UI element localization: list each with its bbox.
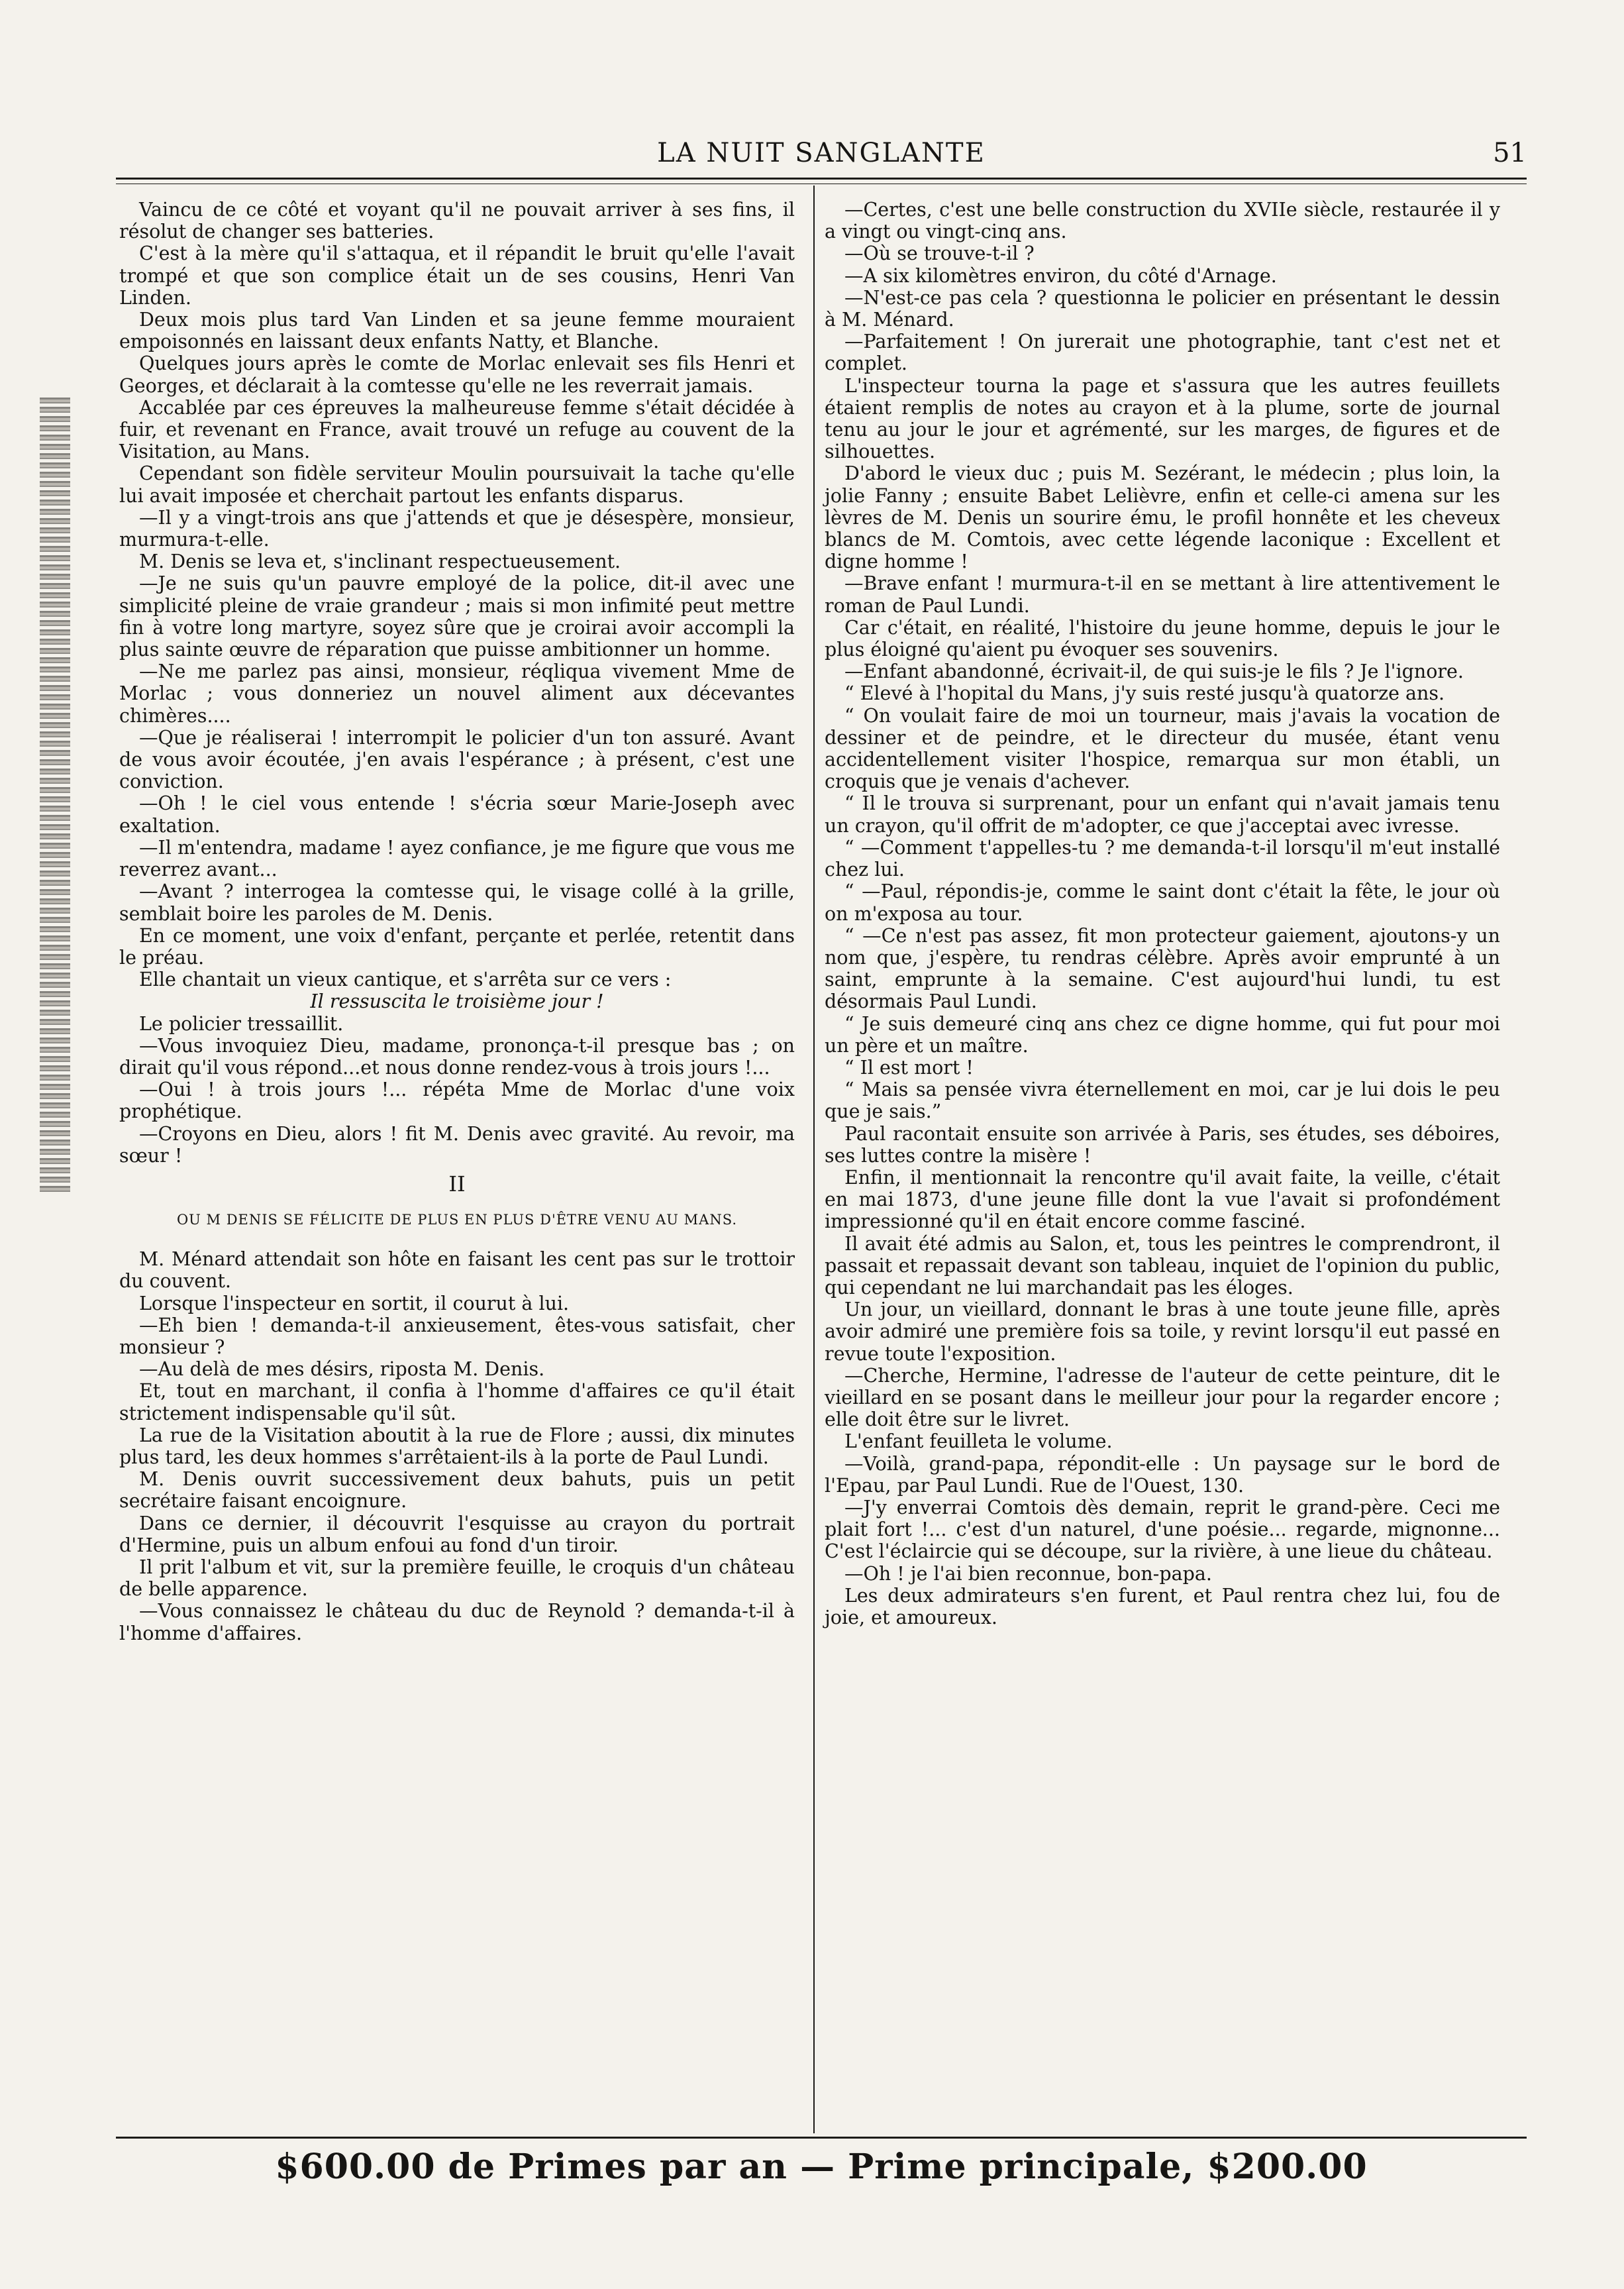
paragraph: “ —Ce n'est pas assez, fit mon protecteur gaiement, ajoutons-y un nom que, j'espère, tu rendras célèbre. Après avoir emprunté à un saint, emprunte à la semaine. C'est aujourd'hui lundi, tu est désormais Paul Lundi. — [825, 924, 1500, 1013]
chapter-title: OU M DENIS SE FÉLICITE DE PLUS EN PLUS D'ÊTRE VENU AU MANS. — [176, 1212, 738, 1228]
paragraph: M. Denis ouvrit successivement deux bahuts, puis un petit secrétaire faisant encoignure. — [119, 1468, 795, 1513]
paragraph: “ Il est mort ! — [844, 1056, 974, 1079]
paragraph: Deux mois plus tard Van Linden et sa jeune femme mouraient empoisonnés en laissant deux enfants Natty, et Blanche. — [119, 309, 795, 353]
paragraph: Il prit l'album et vit, sur la première feuille, le croquis d'un château de belle apparence. — [119, 1556, 795, 1601]
paragraph: Vaincu de ce côté et voyant qu'il ne pouvait arriver à ses fins, il résolut de changer ses batteries. — [119, 199, 795, 243]
paragraph: Dans ce dernier, il découvrit l'esquisse au crayon du portrait d'Hermine, puis un album enfoui au fond d'un tiroir. — [119, 1512, 795, 1556]
running-title: LA NUIT SANGLANTE — [657, 138, 986, 168]
left-paragraphs-2 — [119, 1013, 795, 1167]
paragraph: —Vous invoquiez Dieu, madame, prononça-t-il presque bas ; on dirait qu'il vous répond...et nous donne rendez-vous à trois jours !... — [119, 1034, 795, 1079]
paragraph: L'enfant feuilleta le volume. — [844, 1430, 1113, 1453]
paragraph: —Je ne suis qu'un pauvre employé de la police, dit-il avec une simplicité pleine de vraie grandeur ; mais si mon infimité peut mettre fin à votre long martyre, soyez sûre que je croirai avoir accompli la plus sainte œuvre de réparation que puisse ambitionner un homme. — [119, 572, 795, 661]
paragraph: Cependant son fidèle serviteur Moulin poursuivait la tache qu'elle lui avait imposée et cherchait partout les enfants disparus. — [119, 462, 795, 507]
paragraph: —Il y a vingt-trois ans que j'attends et que je désespère, monsieur, murmura-t-elle. — [119, 506, 795, 551]
paragraph: Quelques jours après le comte de Morlac enlevait ses fils Henri et Georges, et déclarait à la comtesse qu'elle ne les reverrait jamais. — [119, 352, 795, 397]
paragraph: —Oh ! je l'ai bien reconnue, bon-papa. — [844, 1562, 1212, 1585]
paragraph: —Ne me parlez pas ainsi, monsieur, réqliqua vivement Mme de Morlac ; vous donneriez un nouvel aliment aux décevantes chimères.... — [119, 661, 795, 727]
paragraph: —Parfaitement ! On jurerait une photographie, tant c'est net et complet. — [825, 331, 1500, 375]
paragraph: —Que je réaliserai ! interrompit le policier d'un ton assuré. Avant de vous avoir écoutée, j'en avais l'espérance ; à présent, c'est une conviction. — [119, 726, 795, 793]
paragraph: M. Ménard attendait son hôte en faisant les cent pas sur le trottoir du couvent. — [119, 1248, 795, 1293]
left-column — [119, 199, 795, 1644]
paragraph: —Avant ? interrogea la comtesse qui, le visage collé à la grille, semblait boire les paroles de M. Denis. — [119, 880, 795, 925]
paragraph: L'inspecteur tourna la page et s'assura que les autres feuillets étaient remplis de notes au crayon et à la plume, sorte de journal tenu au jour le jour et agrémenté, sur les marges, de figures et de silhouettes. — [825, 374, 1500, 463]
paragraph: Lorsque l'inspecteur en sortit, il courut à lui. — [139, 1292, 570, 1314]
paragraph: “ Il le trouva si surprenant, pour un enfant qui n'avait jamais tenu un crayon, qu'il offrit de m'adopter, ce que j'acceptai avec ivresse. — [825, 792, 1500, 837]
paragraph: —Cherche, Hermine, l'adresse de l'auteur de cette peinture, dit le vieillard en se posant dans le meilleur jour pour la regarder encore ; elle doit être sur le livret. — [825, 1364, 1500, 1431]
paragraph: —Il m'entendra, madame ! ayez confiance, je me figure que vous me reverrez avant... — [119, 836, 795, 881]
paragraph: Un jour, un vieillard, donnant le bras à une toute jeune fille, après avoir admiré une première fois sa toile, y revint lorsqu'il eut passé en revue toute l'exposition. — [825, 1299, 1500, 1365]
paragraph: —Oh ! le ciel vous entende ! s'écria sœur Marie-Joseph avec exaltation. — [119, 792, 795, 837]
chapter-number: II — [448, 1171, 466, 1197]
paragraph: —J'y enverrai Comtois dès demain, reprit le grand-père. Ceci me plait fort !... c'est d'un naturel, d'une poésie... regarde, mignonne... C'est l'éclaircie qui se découpe, sur la rivière, à une lieue du château. — [825, 1496, 1500, 1563]
paragraph: —Croyons en Dieu, alors ! fit M. Denis avec gravité. Au revoir, ma sœur ! — [119, 1122, 795, 1167]
paragraph: M. Denis se leva et, s'inclinant respectueusement. — [139, 551, 621, 573]
paragraph: Elle chantait un vieux cantique, et s'arrêta sur ce vers : — [139, 969, 672, 991]
right-column — [825, 199, 1500, 1628]
paragraph: —Où se trouve-t-il ? — [844, 242, 1035, 265]
verse-line: Il ressuscita le troisième jour ! — [310, 990, 604, 1013]
paragraph: Les deux admirateurs s'en furent, et Paul rentra chez lui, fou de joie, et amoureux. — [825, 1584, 1500, 1628]
paragraph: —Voilà, grand-papa, répondit-elle : Un paysage sur le bord de l'Epau, par Paul Lundi. Rue de l'Ouest, 130. — [825, 1452, 1500, 1497]
paragraph: “ —Comment t'appelles-tu ? me demanda-t-il lorsqu'il m'eut installé chez lui. — [825, 836, 1500, 881]
paragraph: “ On voulait faire de moi un tourneur, mais j'avais la vocation de dessiner et de peindre, et le directeur du musée, étant venu accidentellement visiter l'hospice, remarqua sur mon établi, un croquis que je venais d'achever. — [825, 704, 1500, 793]
header-rule — [116, 178, 1527, 180]
paragraph: —A six kilomètres environ, du côté d'Arnage. — [844, 264, 1277, 287]
paragraph: Enfin, il mentionnait la rencontre qu'il avait faite, la veille, c'était en mai 1873, d'une jeune fille dont la vue l'avait si profondément impressionné qu'il en était encore comme fasciné. — [825, 1166, 1500, 1233]
running-header — [116, 133, 1527, 179]
paragraph: Il avait été admis au Salon, et, tous les peintres le comprendront, il passait et repassait devant son tableau, inquiet de l'opinion du public, qui cependant ne lui marchandait pas les éloges. — [825, 1232, 1500, 1299]
paragraph: —Enfant abandonné, écrivait-il, de qui suis-je le fils ? Je l'ignore. — [844, 661, 1464, 683]
paragraph: “ Elevé à l'hopital du Mans, j'y suis resté jusqu'à quatorze ans. — [844, 682, 1445, 705]
paragraph: Et, tout en marchant, il confia à l'homme d'affaires ce qu'il était strictement indispensable qu'il sût. — [119, 1380, 795, 1424]
paragraph: —Eh bien ! demanda-t-il anxieusement, êtes-vous satisfait, cher monsieur ? — [119, 1314, 795, 1358]
left-paragraphs-3 — [119, 1248, 795, 1644]
paragraph: —N'est-ce pas cela ? questionna le policier en présentant le dessin à M. Ménard. — [825, 286, 1500, 331]
paragraph: Accablée par ces épreuves la malheureuse femme s'était décidée à fuir, et revenant en France, avait trouvé un refuge au couvent de la Visitation, au Mans. — [119, 396, 795, 463]
paragraph: D'abord le vieux duc ; puis M. Sezérant, le médecin ; plus loin, la jolie Fanny ; ensuite Babet Lelièvre, enfin et celle-ci amena sur les lèvres de M. Denis un sourire ému, le profil honnête et les cheveux blancs de M. Comtois, avec cette légende laconique : Excellent et digne homme ! — [825, 462, 1500, 573]
paragraph: “ Je suis demeuré cinq ans chez ce digne homme, qui fut pour moi un père et un maître. — [825, 1012, 1500, 1057]
scan-binding-edge — [40, 398, 70, 1193]
paragraph: —Vous connaissez le château du duc de Reynold ? demanda-t-il à l'homme d'affaires. — [119, 1600, 795, 1644]
paragraph: La rue de la Visitation aboutit à la rue de Flore ; aussi, dix minutes plus tard, les deux hommes s'arrêtaient-ils à la porte de Paul Lundi. — [119, 1424, 795, 1468]
paragraph: —Au delà de mes désirs, riposta M. Denis. — [139, 1358, 545, 1381]
footer-rule — [116, 2137, 1527, 2139]
paragraph: Le policier tressaillit. — [139, 1012, 344, 1035]
left-paragraphs — [119, 199, 795, 990]
paragraph: Paul racontait ensuite son arrivée à Paris, ses études, ses déboires, ses luttes contre la misère ! — [825, 1122, 1500, 1167]
paragraph: Car c'était, en réalité, l'histoire du jeune homme, depuis le jour le plus éloigné qu'aient pu évoquer ses souvenirs. — [825, 616, 1500, 661]
paragraph: —Certes, c'est une belle construction du XVIIe siècle, restaurée il y a vingt ou vingt-cinq ans. — [825, 199, 1500, 243]
paragraph: —Oui ! à trois jours !... répéta Mme de Morlac d'une voix prophétique. — [119, 1079, 795, 1123]
paragraph: “ Mais sa pensée vivra éternellement en moi, car je lui dois le peu que je sais.” — [825, 1079, 1500, 1123]
paragraph: “ —Paul, répondis-je, comme le saint dont c'était la fête, le jour où on m'exposa au tour. — [825, 880, 1500, 925]
paragraph: En ce moment, une voix d'enfant, perçante et perlée, retentit dans le préau. — [119, 924, 795, 969]
page-number: 51 — [1493, 138, 1527, 168]
column-separator — [813, 186, 815, 2133]
right-paragraphs — [825, 199, 1500, 1628]
paragraph: C'est à la mère qu'il s'attaqua, et il répandit le bruit qu'elle l'avait trompé et que son complice était un de ses cousins, Henri Van Linden. — [119, 242, 795, 309]
paragraph: —Brave enfant ! murmura-t-il en se mettant à lire attentivement le roman de Paul Lundi. — [825, 572, 1500, 617]
footer-banner: $600.00 de Primes par an — Prime principale, $200.00 — [275, 2147, 1368, 2187]
